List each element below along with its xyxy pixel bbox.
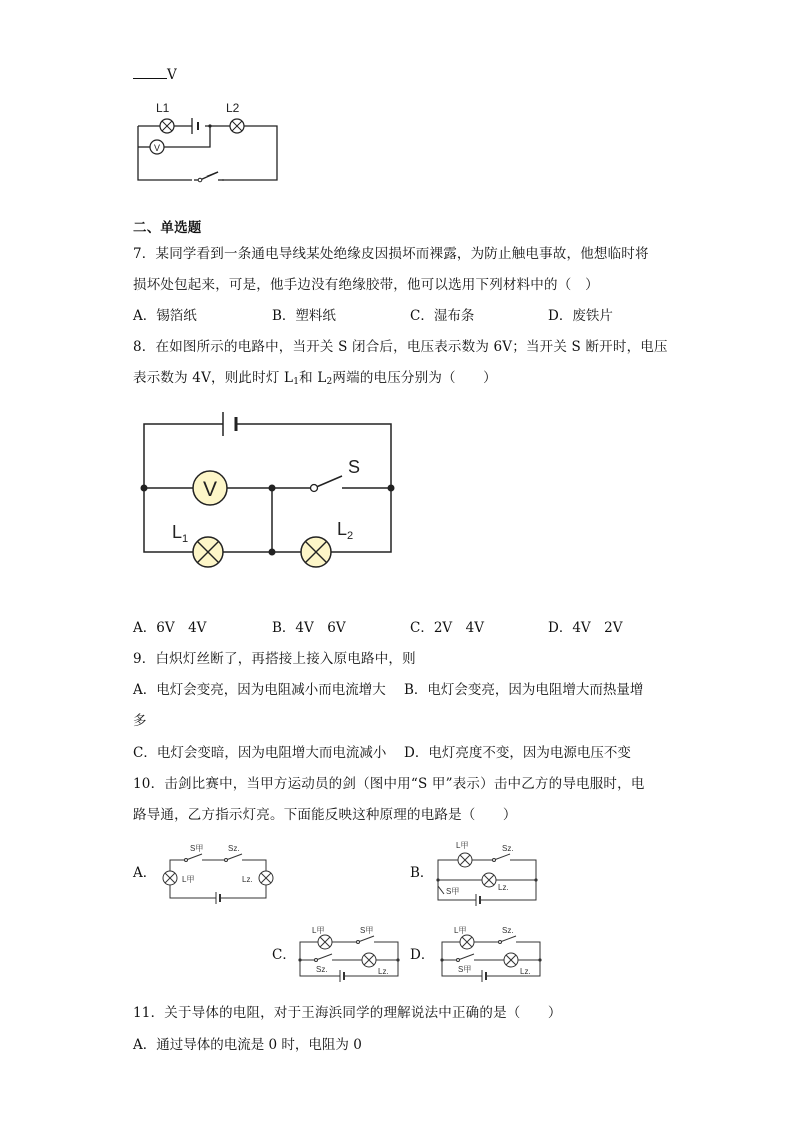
svg-text:L甲: L甲 [182,875,195,884]
answer-blank-line [133,66,167,79]
label-l2: L2 [226,101,240,115]
svg-text:Lz.: Lz. [378,967,389,976]
q10-option-b-label[interactable]: B． [410,865,434,881]
q11-line-1: 11．关于导体的电阻，对于王海浜同学的理解说法中正确的是（ ） [133,1005,562,1021]
svg-text:S甲: S甲 [446,887,460,896]
q8-line-2-sub1: 1 [293,377,300,387]
svg-text:S甲: S甲 [190,844,204,853]
q8-line-1: 8．在如图所示的电路中，当开关 S 闭合后，电压表示数为 6V；当开关 S 断开时，电压 [133,339,668,355]
svg-text:Lz.: Lz. [498,883,509,892]
q6-answer-blank [133,66,177,84]
q8-line-2-c: 两端的电压分别为（ ） [332,370,497,386]
svg-text:L甲: L甲 [312,926,325,935]
q9-option-b[interactable]: B．电灯会变亮，因为电阻增大而热量增 [404,682,644,698]
q11-option-a[interactable]: A．通过导体的电流是 0 时，电阻为 0 [133,1037,362,1053]
q8-line-2-b: 和 L [299,370,327,386]
q8-line-2 [133,369,497,391]
q8-circuit-diagram [136,400,401,580]
blank-unit: V [167,67,177,83]
label-l2: $L_2$ [337,519,354,542]
lamp-l1-icon [160,119,174,133]
lamp-icon [460,935,474,949]
svg-text:L甲: L甲 [454,926,467,935]
lamp-l2-icon [230,119,244,133]
lamp-icon [163,871,177,885]
svg-text:Sz.: Sz. [316,965,328,974]
svg-text:S甲: S甲 [360,926,374,935]
voltmeter-icon [150,140,164,154]
lamp-l2-icon [301,537,331,567]
q9-option-b-cont: 多 [133,713,147,729]
q7-option-c[interactable]: C．湿布条 [410,308,475,324]
q6-circuit-diagram [132,96,282,186]
svg-text:Sz.: Sz. [228,844,240,853]
q8-line-2-sub2: 2 [326,377,333,387]
q7-line-1: 7．某同学看到一条通电导线某处绝缘皮因损坏而裸露，为防止触电事故，他想临时将 [133,246,649,262]
q9-line-1: 9．白炽灯丝断了，再搭接上接入原电路中，则 [133,651,416,667]
lamp-icon [362,953,376,967]
q9-option-d[interactable]: D．电灯亮度不变，因为电源电压不变 [404,745,631,761]
q10-option-b-circuit[interactable] [432,838,547,906]
svg-text:Lz.: Lz. [242,875,253,884]
lamp-icon [259,871,273,885]
q9-option-c[interactable]: C．电灯会变暗，因为电阻增大而电流减小 [133,745,387,761]
q8-option-c[interactable]: C．2V 4V [410,620,485,636]
q10-option-a-label[interactable]: A． [133,865,157,881]
q9-option-a[interactable]: A．电灯会变亮，因为电阻减小而电流增大 [133,682,386,698]
label-l1: L1 [156,101,170,115]
q10-option-c-circuit[interactable] [294,924,406,984]
svg-text:V: V [202,478,218,501]
svg-text:L甲: L甲 [456,841,469,850]
lamp-l1-icon [193,537,223,567]
q8-option-b[interactable]: B．4V 6V [272,620,346,636]
q10-option-d-label[interactable]: D． [410,947,435,963]
q8-option-d[interactable]: D．4V 2V [548,620,623,636]
q7-option-a[interactable]: A．锡箔纸 [133,308,197,324]
section-title: 二、单选题 [133,220,202,236]
svg-text:V: V [153,143,161,153]
label-l1: $L_1$ [172,522,189,545]
q10-option-a-circuit[interactable] [158,840,278,904]
q7-option-d[interactable]: D．废铁片 [548,308,613,324]
lamp-icon [482,873,496,887]
q8-option-a[interactable]: A．6V 4V [133,620,207,636]
svg-text:Sz.: Sz. [502,926,514,935]
lamp-icon [504,953,518,967]
q8-line-2-a: 表示数为 4V，则此时灯 L [133,370,294,386]
q7-line-2: 损坏处包起来，可是，他手边没有绝缘胶带，他可以选用下列材料中的（ ） [133,277,599,293]
q7-option-b[interactable]: B．塑料纸 [272,308,336,324]
svg-text:Sz.: Sz. [502,844,514,853]
lamp-icon [458,853,472,867]
q10-option-c-label[interactable]: C． [272,947,296,963]
svg-text:Lz.: Lz. [520,967,531,976]
q10-option-d-circuit[interactable] [436,924,548,984]
svg-text:S甲: S甲 [458,965,472,974]
q10-line-1: 10．击剑比赛中，当甲方运动员的剑（图中用“S 甲”表示）击中乙方的导电服时，电 [133,776,645,792]
label-switch-s: S [348,457,361,477]
voltmeter-icon [193,471,227,505]
lamp-icon [318,935,332,949]
q10-line-2: 路导通，乙方指示灯亮。下面能反映这种原理的电路是（ ） [133,807,517,823]
